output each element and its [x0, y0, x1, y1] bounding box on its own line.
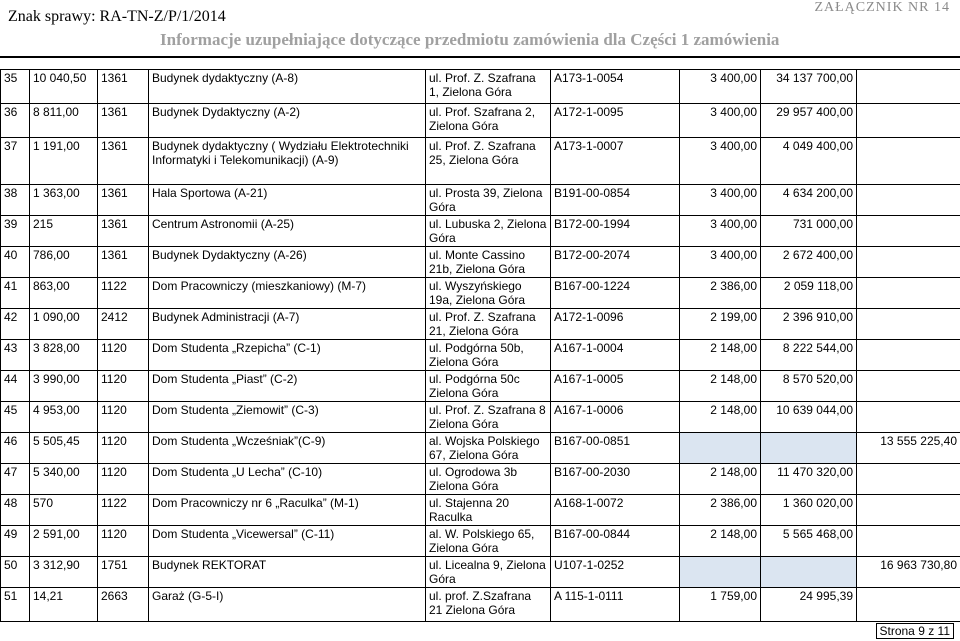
building-address: al. Wojska Polskiego 67, Zielona Góra [426, 433, 551, 464]
unit-price: 3 400,00 [680, 247, 761, 278]
class-code: 1361 [98, 247, 149, 278]
row-number: 43 [1, 340, 30, 371]
table-row [1, 526, 960, 557]
document-subtitle: Informacje uzupełniające dotyczące przedmiotu zamówienia dla Części 1 zamówienia [160, 30, 780, 49]
cadastre-number: A168-1-0072 [551, 495, 680, 526]
row-number: 47 [1, 464, 30, 495]
building-value: 2 672 400,00 [761, 247, 857, 278]
building-address: ul. Prof. Z. Szafrana 21, Zielona Góra [426, 309, 551, 340]
building-value: 731 000,00 [761, 216, 857, 247]
area-value: 2 591,00 [30, 526, 98, 557]
page-number: Strona 9 z 11 [876, 623, 955, 639]
row-number: 45 [1, 402, 30, 433]
cadastre-number: U107-1-0252 [551, 557, 680, 588]
row-number: 46 [1, 433, 30, 464]
building-value: 10 639 044,00 [761, 402, 857, 433]
building-address: ul. prof. Z.Szafrana 21 Zielona Góra [426, 588, 551, 622]
table-row [1, 309, 960, 340]
building-name: Dom Studenta „Wcześniak”(C-9) [149, 433, 426, 464]
cadastre-number: B167-00-2030 [551, 464, 680, 495]
table-row [1, 588, 960, 622]
building-name: Hala Sportowa (A-21) [149, 185, 426, 216]
row-number: 51 [1, 588, 30, 622]
building-value: 4 634 200,00 [761, 185, 857, 216]
table-row [1, 464, 960, 495]
building-value: 1 360 020,00 [761, 495, 857, 526]
total-value [857, 340, 960, 371]
unit-price: 2 148,00 [680, 526, 761, 557]
class-code: 1120 [98, 433, 149, 464]
total-value [857, 104, 960, 138]
total-value: 16 963 730,80 [857, 557, 960, 588]
unit-price: 3 400,00 [680, 185, 761, 216]
row-number: 41 [1, 278, 30, 309]
building-name: Dom Studenta „Ziemowit” (C-3) [149, 402, 426, 433]
cadastre-number: B167-00-0844 [551, 526, 680, 557]
area-value: 5 505,45 [30, 433, 98, 464]
unit-price [680, 433, 761, 464]
area-value: 10 040,50 [30, 70, 98, 104]
building-address: ul. Ogrodowa 3b Zielona Góra [426, 464, 551, 495]
building-name: Dom Studenta „Piast” (C-2) [149, 371, 426, 402]
total-value [857, 371, 960, 402]
table-row [1, 185, 960, 216]
table-row [1, 216, 960, 247]
row-number: 37 [1, 138, 30, 185]
total-value [857, 588, 960, 622]
class-code: 1122 [98, 278, 149, 309]
building-name: Dom Studenta „Vicewersal” (C-11) [149, 526, 426, 557]
area-value: 3 312,90 [30, 557, 98, 588]
unit-price: 2 148,00 [680, 464, 761, 495]
row-number: 35 [1, 70, 30, 104]
total-value [857, 185, 960, 216]
class-code: 2663 [98, 588, 149, 622]
cadastre-number: A167-1-0005 [551, 371, 680, 402]
unit-price: 3 400,00 [680, 70, 761, 104]
building-name: Centrum Astronomii (A-25) [149, 216, 426, 247]
building-address: ul. Lubuska 2, Zielona Góra [426, 216, 551, 247]
table-row [1, 278, 960, 309]
class-code: 1361 [98, 104, 149, 138]
total-value [857, 402, 960, 433]
unit-price: 3 400,00 [680, 138, 761, 185]
building-name: Dom Pracowniczy (mieszkaniowy) (M-7) [149, 278, 426, 309]
area-value: 1 090,00 [30, 309, 98, 340]
building-address: ul. Prof. Z. Szafrana 8 Zielona Góra [426, 402, 551, 433]
building-address: ul. Monte Cassino 21b, Zielona Góra [426, 247, 551, 278]
unit-price: 2 148,00 [680, 340, 761, 371]
cadastre-number: B167-00-0851 [551, 433, 680, 464]
unit-price: 2 386,00 [680, 495, 761, 526]
area-value: 1 191,00 [30, 138, 98, 185]
class-code: 1120 [98, 340, 149, 371]
building-value: 5 565 468,00 [761, 526, 857, 557]
cadastre-number: A167-1-0006 [551, 402, 680, 433]
cadastre-number: B167-00-1224 [551, 278, 680, 309]
area-value: 5 340,00 [30, 464, 98, 495]
class-code: 1122 [98, 495, 149, 526]
building-name: Dom Pracowniczy nr 6 „Raculka” (M-1) [149, 495, 426, 526]
table-row [1, 433, 960, 464]
area-value: 215 [30, 216, 98, 247]
attachment-label: ZAŁĄCZNIK NR 14 [814, 0, 950, 15]
building-name: Budynek Dydaktyczny (A-26) [149, 247, 426, 278]
area-value: 1 363,00 [30, 185, 98, 216]
buildings-table [0, 69, 960, 622]
unit-price: 1 759,00 [680, 588, 761, 622]
building-value: 11 470 320,00 [761, 464, 857, 495]
building-value: 4 049 400,00 [761, 138, 857, 185]
building-name: Garaż (G-5-I) [149, 588, 426, 622]
building-address: al. W. Polskiego 65, Zielona Góra [426, 526, 551, 557]
row-number: 40 [1, 247, 30, 278]
class-code: 1361 [98, 138, 149, 185]
building-address: ul. Prof. Z. Szafrana 25, Zielona Góra [426, 138, 551, 185]
building-address: ul. Prof. Szafrana 2, Zielona Góra [426, 104, 551, 138]
building-address: ul. Prosta 39, Zielona Góra [426, 185, 551, 216]
building-value: 2 059 118,00 [761, 278, 857, 309]
cadastre-number: A172-1-0096 [551, 309, 680, 340]
building-address: ul. Wyszyńskiego 19a, Zielona Góra [426, 278, 551, 309]
area-value: 3 990,00 [30, 371, 98, 402]
building-name: Budynek Administracji (A-7) [149, 309, 426, 340]
row-number: 39 [1, 216, 30, 247]
unit-price: 2 148,00 [680, 371, 761, 402]
total-value [857, 526, 960, 557]
case-reference: Znak sprawy: RA-TN-Z/P/1/2014 [8, 8, 226, 25]
table-row [1, 557, 960, 588]
class-code: 1120 [98, 526, 149, 557]
building-name: Budynek REKTORAT [149, 557, 426, 588]
total-value [857, 278, 960, 309]
cadastre-number: A173-1-0007 [551, 138, 680, 185]
building-value: 34 137 700,00 [761, 70, 857, 104]
building-value: 24 995,39 [761, 588, 857, 622]
table-row [1, 70, 960, 104]
area-value: 3 828,00 [30, 340, 98, 371]
table-row [1, 138, 960, 185]
area-value: 863,00 [30, 278, 98, 309]
building-address: ul. Podgórna 50c Zielona Góra [426, 371, 551, 402]
cadastre-number: A172-1-0095 [551, 104, 680, 138]
unit-price: 3 400,00 [680, 104, 761, 138]
row-number: 36 [1, 104, 30, 138]
class-code: 1120 [98, 402, 149, 433]
building-address: ul. Podgórna 50b, Zielona Góra [426, 340, 551, 371]
building-address: ul. Prof. Z. Szafrana 1, Zielona Góra [426, 70, 551, 104]
building-value: 29 957 400,00 [761, 104, 857, 138]
table-row [1, 340, 960, 371]
table-row [1, 104, 960, 138]
total-value: 13 555 225,40 [857, 433, 960, 464]
building-name: Budynek dydaktyczny (A-8) [149, 70, 426, 104]
class-code: 1751 [98, 557, 149, 588]
unit-price: 3 400,00 [680, 216, 761, 247]
unit-price: 2 148,00 [680, 402, 761, 433]
cadastre-number: A173-1-0054 [551, 70, 680, 104]
class-code: 2412 [98, 309, 149, 340]
building-value [761, 433, 857, 464]
area-value: 14,21 [30, 588, 98, 622]
class-code: 1361 [98, 216, 149, 247]
area-value: 570 [30, 495, 98, 526]
table-row [1, 247, 960, 278]
building-value [761, 557, 857, 588]
cadastre-number: A 115-1-0111 [551, 588, 680, 622]
unit-price: 2 199,00 [680, 309, 761, 340]
cadastre-number: A167-1-0004 [551, 340, 680, 371]
total-value [857, 247, 960, 278]
total-value [857, 309, 960, 340]
header-divider [0, 56, 960, 58]
row-number: 48 [1, 495, 30, 526]
building-value: 2 396 910,00 [761, 309, 857, 340]
building-name: Dom Studenta „U Lecha” (C-10) [149, 464, 426, 495]
table-row [1, 402, 960, 433]
area-value: 786,00 [30, 247, 98, 278]
class-code: 1120 [98, 464, 149, 495]
total-value [857, 216, 960, 247]
total-value [857, 70, 960, 104]
total-value [857, 495, 960, 526]
unit-price [680, 557, 761, 588]
class-code: 1361 [98, 185, 149, 216]
row-number: 44 [1, 371, 30, 402]
unit-price: 2 386,00 [680, 278, 761, 309]
cadastre-number: B172-00-2074 [551, 247, 680, 278]
row-number: 42 [1, 309, 30, 340]
row-number: 38 [1, 185, 30, 216]
row-number: 50 [1, 557, 30, 588]
area-value: 8 811,00 [30, 104, 98, 138]
building-address: ul. Stajenna 20 Raculka [426, 495, 551, 526]
building-address: ul. Licealna 9, Zielona Góra [426, 557, 551, 588]
cadastre-number: B191-00-0854 [551, 185, 680, 216]
table-row [1, 495, 960, 526]
class-code: 1361 [98, 70, 149, 104]
table-row [1, 371, 960, 402]
class-code: 1120 [98, 371, 149, 402]
building-name: Budynek dydaktyczny ( Wydziału Elektrotechniki Informatyki i Telekomunikacji) (A-9) [149, 138, 426, 185]
building-name: Dom Studenta „Rzepicha” (C-1) [149, 340, 426, 371]
building-value: 8 570 520,00 [761, 371, 857, 402]
building-value: 8 222 544,00 [761, 340, 857, 371]
area-value: 4 953,00 [30, 402, 98, 433]
total-value [857, 138, 960, 185]
cadastre-number: B172-00-1994 [551, 216, 680, 247]
total-value [857, 464, 960, 495]
building-name: Budynek Dydaktyczny (A-2) [149, 104, 426, 138]
row-number: 49 [1, 526, 30, 557]
